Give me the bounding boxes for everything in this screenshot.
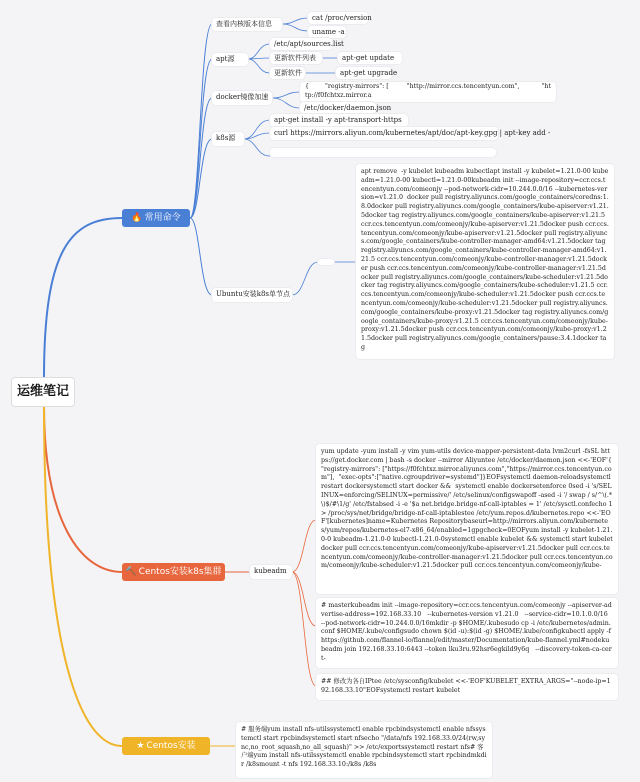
node-daemon-json-path[interactable]: /etc/docker/daemon.json: [300, 102, 376, 114]
node-update-list[interactable]: 更新软件列表: [270, 52, 322, 64]
node-k8s-source[interactable]: k8s源: [212, 132, 244, 146]
node-docker-mirror[interactable]: docker镜像加速: [212, 91, 272, 105]
branch-centos-install[interactable]: [122, 737, 210, 755]
node-collapsed-dot[interactable]: [318, 259, 334, 265]
node-cat-proc-version[interactable]: cat /proc/version: [308, 12, 368, 24]
branch-common-commands[interactable]: [122, 209, 190, 227]
connector-common-ubuntu: [190, 218, 212, 295]
node-curl-apt-key[interactable]: curl https://mirrors.aliyun.com/kubernetes/apt/doc/apt-key.gpg | apt-key add -: [270, 127, 498, 140]
node-kernel-version[interactable]: 查看内核版本信息: [212, 18, 282, 31]
node-apt-transport[interactable]: apt-get install -y apt-transport-https: [270, 114, 408, 127]
star-icon: ★: [136, 741, 145, 751]
node-apt-get-upgrade[interactable]: apt-get upgrade: [336, 67, 392, 79]
node-docker-json[interactable]: { "registry-mirrors": [ "http://mirror.ccs.tencentyun.com", "http://f0fchtxz.mirror.a: [300, 82, 556, 102]
connector-k8s-install: [244, 120, 270, 139]
node-update-software[interactable]: 更新软件: [270, 67, 305, 79]
node-kubelet-ip[interactable]: ## 修改为各自IPtee /etc/sysconfig/kubelet <<-'EOF'KUBELET_EXTRA_ARGS="--node-ip=192.168.33.10"EOFsystemctl restart kubelet: [316, 674, 618, 700]
node-nfs-install[interactable]: # 服务端yum install nfs-utilssystemctl enable rpcbindsystemctl enable nfssystemctl start rpcbindsystemctl start nfsecho "/data/nfs 192.168.33.0/24(rw,sync,no_root_squash,no_all_squash)" >> /etc/exportssystemctl restart nfs# 客户端yum install nfs-utilssystemctl enable rpcbindsystemctl start rpcbindmkdir /k8smount -t nfs 192.168.33.10:/k8s /k8s: [236, 722, 492, 778]
connector-root-common: [44, 218, 122, 378]
branch-centos-k8s[interactable]: [122, 563, 225, 581]
connector-apt-sources: [248, 44, 270, 59]
branch-centos-install-label: Centos安装: [146, 741, 196, 751]
connector-common-apt: [190, 59, 212, 218]
node-k8s-empty[interactable]: [270, 148, 496, 157]
node-kubeadm-master[interactable]: # masterkubeadm init --image-repository=ccr.ccs.tencentyun.com/comeonjy --apiserver-advertise-address=192.168.33.10 --kubernetes-version v1.21.0 --service-cidr=10.1.0.0/16 --pod-network-cidr=10.244.0.0/16mkdir -p $HOME/.kubesudo cp -i /etc/kubernetes/admin.conf $HOME/.kube/configsudo chown $(id -u):$(id -g) $HOME/.kube/configkubectl apply -f https://github.com/flannel-io/flannel/edit/master/Documentation/kube-flannel.yml#nodekubeadm join 192.168.33.10:6443 --token lku3ru.92hsr6egkild9y6q --discovery-token-ca-cert-: [316, 598, 618, 668]
branch-common-commands-label: 常用命令: [144, 213, 181, 223]
connector-root-centos-k8s: [44, 406, 122, 572]
node-kubeadm-install[interactable]: yum update -yum install -y vim yum-utils device-mapper-persistent-data lvm2curl -fsSL https://get.docker.com | bash -s docker --mirror Aliyuntee /etc/docker/daemon.json <<-'EOF'{ "registry-mirrors": ["https://f0fchtxz.mirror.aliyuncs.com","https://mirror.ccs.tencentyun.com"], "exec-opts":["native.cgroupdriver=systemd"]}EOFsystemctl daemon-reloadsystemctl restart dockersystemctl start docker && systemctl enable dockersetenforce 0sed -i 's/SELINUX=enforcing/SELINUX=permissive/' /etc/selinux/configswapoff -ased -i '/ swap / s/^\(.*\)$/#\1/g' /etc/fstabsed -i -e '$a net.bridge.bridge-nf-call-iptables = 1' /etc/sysctl.confecho 1 > /proc/sys/net/bridge/bridge-nf-call-iptablestee /etc/yum.repos.d/kubernetes.repo <<-'EOF'[kubernetes]name=Kubernetes Repositorybaseurl=http://mirrors.aliyun.com/kubernetes/yum/repos/kubernetes-el7-x86_64/enabled=1gpgcheck=0EOFyum install -y kubelet-1.21.0-0 kubeadm-1.21.0-0 kubectl-1.21.0-0systemctl enable kubelet && systemctl start kubeletdocker pull ccr.ccs.tencentyun.com/comeonjy/kube-apiserver:v1.21.5docker pull ccr.ccs.tencentyun.com/comeonjy/kube-controller-manager:v1.21.5docker pull ccr.ccs.tencentyun.com/comeonjy/kube-scheduler:v1.21.5docker pull ccr.ccs.tencentyun.com/comeonjy/kube-: [316, 444, 618, 594]
connector-kubeadm-3: [292, 572, 316, 686]
node-apt-get-update[interactable]: apt-get update: [338, 52, 402, 64]
node-uname[interactable]: uname -a: [308, 26, 346, 38]
connector-apt-upgrade: [248, 59, 270, 73]
connector-kernel-uname: [282, 24, 308, 31]
connector-docker-path: [272, 98, 300, 108]
connector-k8s-empty: [244, 139, 270, 156]
connector-kubeadm-2: [292, 572, 316, 626]
root-node[interactable]: 运维笔记: [12, 378, 74, 406]
node-sources-list[interactable]: /etc/apt/sources.list: [270, 38, 332, 50]
node-apt-source[interactable]: apt源: [212, 53, 248, 66]
branch-centos-k8s-label: Centos安装k8s集群: [138, 567, 222, 577]
fire-icon: 🔥: [131, 213, 143, 223]
connector-kubeadm-1: [292, 520, 316, 572]
connector-root-centos: [44, 406, 122, 746]
node-ubuntu-k8s[interactable]: Ubuntu安装k8s单节点: [212, 288, 292, 302]
connector-kernel-cat: [282, 18, 308, 24]
node-kubeadm[interactable]: kubeadm: [250, 565, 292, 579]
connector-ubuntu-dot: [292, 262, 318, 295]
connector-docker-json: [272, 92, 300, 98]
connector-common-kernel: [190, 24, 212, 218]
node-ubuntu-commands[interactable]: apt remove -y kubelet kubeadm kubectlapt install -y kubelet=1.21.0-00 kubeadm=1.21.0-00 kubectl=1.21.0-00kubeadm init --image-repository=ccr.ccs.tencentyun.com/comeonjy --pod-network-cidr=10.244.0.0/16 --kubernetes-version=v1.21.0 docker pull registry.aliyuncs.com/google_containers/coredns:1.8.0docker pull registry.aliyuncs.com/google_containers/kube-apiserver:v1.21.5docker tag registry.aliyuncs.com/google_containers/kube-apiserver:v1.21.5 ccr.ccs.tencentyun.com/comeonjy/kube-apiserver:v1.21.5docker push ccr.ccs.tencentyun.com/comeonjy/kube-apiserver:v1.21.5docker pull registry.aliyuncs.com/google_containers/kube-controller-manager-amd64:v1.21.5docker tag registry.aliyuncs.com/google_containers/kube-controller-manager-amd64:v1.21.5 ccr.ccs.tencentyun.com/comeonjy/kube-controller-manager:v1.21.5docker push ccr.ccs.tencentyun.com/comeonjy/kube-controller-manager:v1.21.5docker pull registry.aliyuncs.com/google_containers/kube-scheduler:v1.21.5docker tag registry.aliyuncs.com/google_containers/kube-scheduler:v1.21.5 ccr.ccs.tencentyun.com/comeonjy/kube-scheduler:v1.21.5docker push ccr.ccs.tencentyun.com/comeonjy/kube-scheduler:v1.21.5docker pull registry.aliyuncs.com/google_containers/kube-proxy:v1.21.5docker tag registry.aliyuncs.com/google_containers/kube-proxy:v1.21.5 ccr.ccs.tencentyun.com/comeonjy/kube-proxy:v1.21.5docker push ccr.ccs.tencentyun.com/comeonjy/kube-proxy:v1.21.5docker pull registry.aliyuncs.com/google_containers/pause:3.4.1docker tag: [356, 164, 614, 359]
hammer-icon: 🔨: [125, 567, 137, 577]
